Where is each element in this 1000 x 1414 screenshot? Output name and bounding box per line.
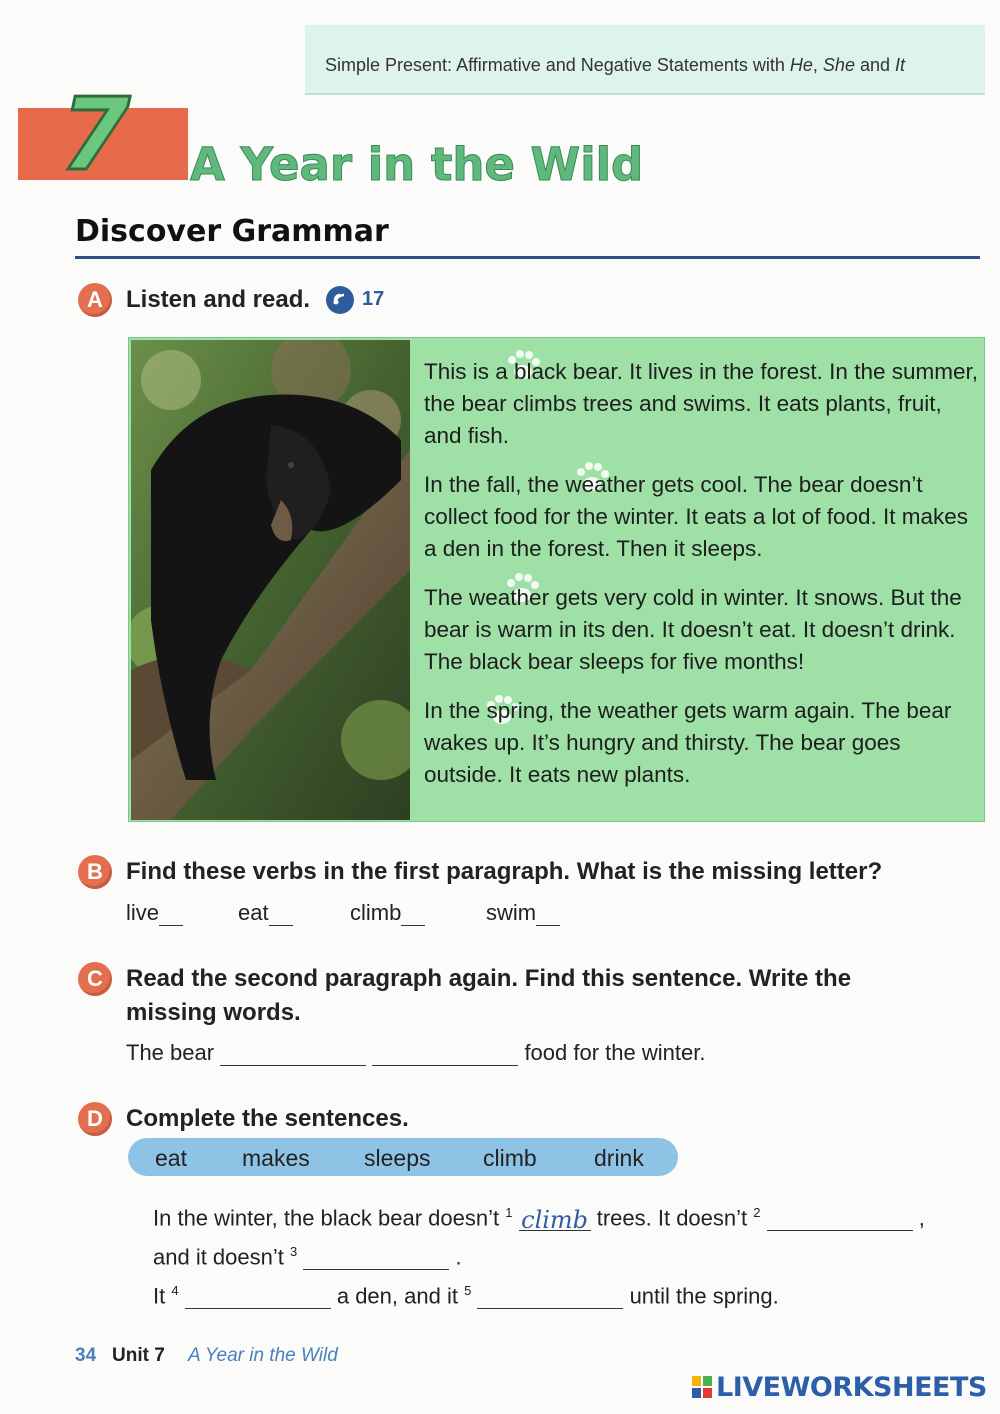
answer-blank[interactable] — [159, 901, 183, 926]
exercise-d-line-3: It $^4$ a den, and it $^5$ until the spring. — [153, 1283, 779, 1309]
reading-paragraph-2: In the fall, the weather gets cool. The bear doesn’t collect food for the winter. It eats a lot of food. It makes a den in the forest. Then it sleeps. — [424, 472, 969, 561]
exercise-d-badge: D — [78, 1102, 112, 1136]
section-divider — [75, 256, 980, 259]
exercise-a-badge: A — [78, 283, 112, 317]
audio-icon[interactable] — [326, 286, 354, 314]
topic-text: Simple Present: Affirmative and Negative Statements with He, She and It — [325, 55, 906, 75]
answer-blank[interactable] — [303, 1245, 449, 1270]
answer-blank[interactable] — [185, 1284, 331, 1309]
verb-item: eat — [238, 900, 293, 926]
exercise-b-instruction: Find these verbs in the first paragraph. What is the missing letter? — [126, 858, 883, 885]
unit-number: 7 — [47, 76, 143, 193]
exercise-b-badge: B — [78, 855, 112, 889]
exercise-c-sentence: The bear food for the winter. — [126, 1040, 706, 1065]
answer-blank[interactable] — [220, 1041, 366, 1066]
exercise-d-line-2: and it doesn’t $^3$ . — [153, 1244, 462, 1270]
reading-paragraph-1: This is a black bear. It lives in the forest. In the summer, the bear climbs trees and swims. It eats plants, fruit, and fish. — [424, 359, 978, 448]
filled-answer: climb — [521, 1206, 589, 1235]
answer-blank[interactable] — [767, 1206, 913, 1231]
audio-track-number: 17 — [362, 288, 385, 310]
word-bank-item: sleeps — [364, 1145, 431, 1171]
word-bank-item: eat — [155, 1145, 187, 1171]
exercise-d-line-1: In the winter, the black bear doesn’t $^1$ climb trees. It doesn’t $^2$ , — [153, 1205, 925, 1235]
page-title: A Year in the Wild — [190, 138, 644, 191]
liveworksheets-watermark: LIVEWORKSHEETS — [716, 1372, 987, 1403]
reading-paragraph-4: In the spring, the weather gets warm again. The bear wakes up. It’s hungry and thirsty. The bear goes outside. It eats new plants. — [424, 698, 952, 787]
exercise-d-instruction: Complete the sentences. — [126, 1105, 409, 1132]
liveworksheets-logo-icon — [692, 1376, 712, 1398]
answer-blank[interactable] — [269, 901, 293, 926]
answer-blank[interactable] — [519, 1206, 591, 1235]
answer-blank[interactable] — [536, 901, 560, 926]
word-bank-item: climb — [483, 1145, 537, 1171]
word-bank-item: makes — [242, 1145, 310, 1171]
verb-item: climb — [350, 900, 425, 926]
bear-photo — [131, 340, 410, 820]
footer-unit: Unit 7 — [112, 1345, 165, 1366]
answer-blank[interactable] — [477, 1284, 623, 1309]
verb-item: live — [126, 900, 183, 926]
exercise-c-badge: C — [78, 962, 112, 996]
topic-banner — [305, 25, 985, 95]
word-bank-item: drink — [594, 1145, 644, 1171]
answer-blank[interactable] — [372, 1041, 518, 1066]
footer-title: A Year in the Wild — [188, 1345, 338, 1366]
page-number: 34 — [75, 1345, 97, 1366]
section-title: Discover Grammar — [75, 214, 389, 249]
exercise-c-instruction: Read the second paragraph again. Find this sentence. Write the — [126, 965, 852, 992]
exercise-c-instruction-cont: missing words. — [126, 999, 301, 1026]
reading-paragraph-3: The weather gets very cold in winter. It snows. But the bear is warm in its den. It doesn’t eat. It doesn’t drink. The black bear sleeps for five months! — [424, 585, 962, 674]
verb-item: swim — [486, 900, 560, 926]
answer-blank[interactable] — [401, 901, 425, 926]
exercise-a-instruction: Listen and read. — [126, 286, 311, 313]
